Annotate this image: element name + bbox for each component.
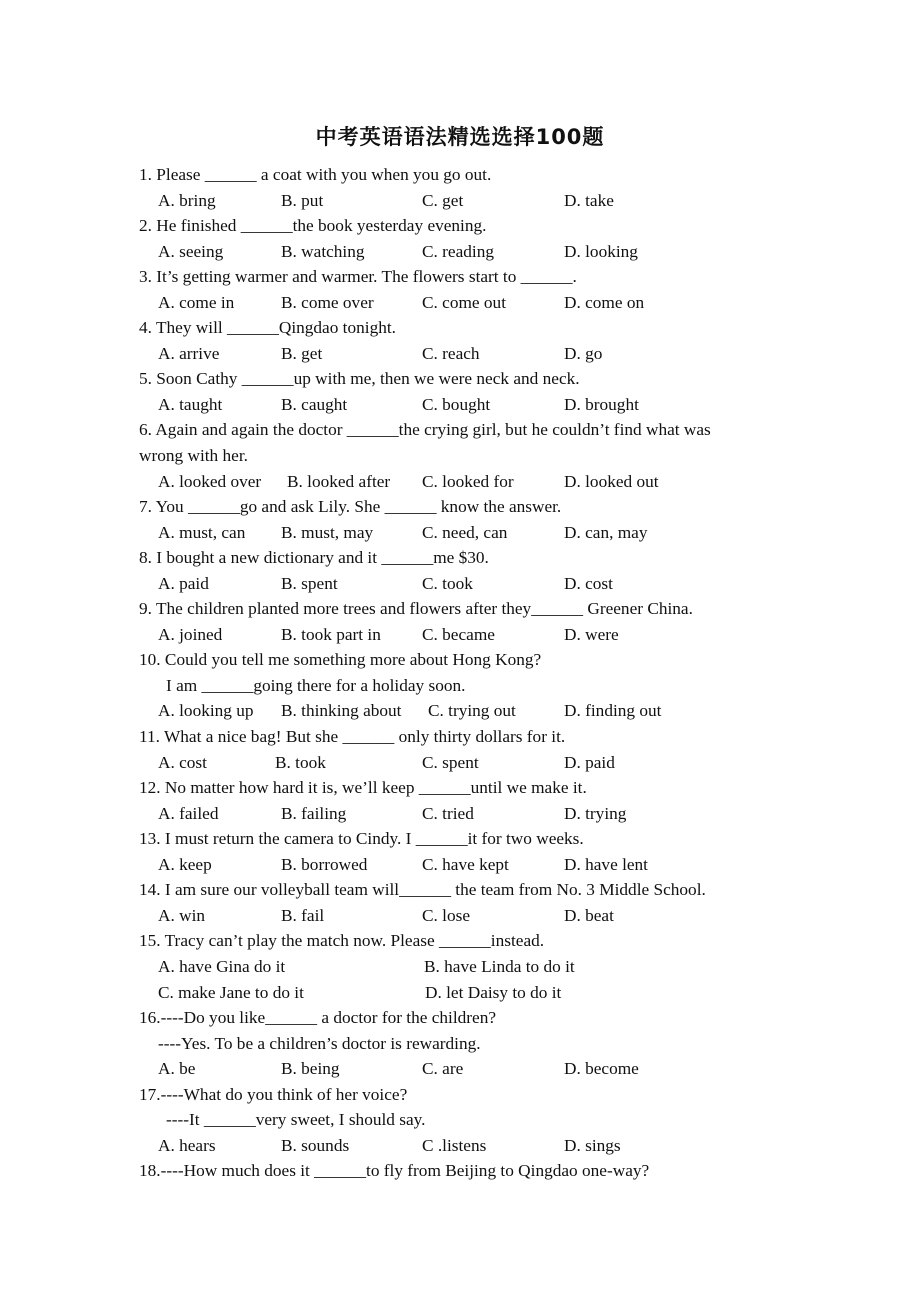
page-title: 中考英语语法精选选择100题 [315, 125, 605, 149]
option-b[interactable]: B. thinking about [281, 701, 402, 721]
option-c[interactable]: C. make Jane to do it [158, 982, 304, 1002]
question-stem: 9. The children planted more trees and flowers after they______ Greener China. [139, 599, 693, 619]
option-b[interactable]: B. have Linda to do it [424, 956, 575, 976]
option-c[interactable]: C. need, can [422, 522, 508, 542]
option-c[interactable]: C. lose [422, 905, 471, 925]
question-stem: 2. He finished ______the book yesterday evening. [139, 216, 487, 236]
option-a[interactable]: A. bring [158, 190, 216, 210]
option-c[interactable]: C. tried [422, 803, 474, 823]
option-c[interactable]: C. reading [422, 241, 494, 261]
question-stem: 13. I must return the camera to Cindy. I ______it for two weeks. [139, 829, 584, 849]
option-b[interactable]: B. took part in [281, 624, 381, 644]
option-a[interactable]: A. keep [158, 854, 212, 874]
question-stem-continued: wrong with her. [139, 446, 248, 466]
option-d[interactable]: D. paid [564, 752, 615, 772]
question-stem: 15. Tracy can’t play the match now. Please ______instead. [139, 931, 545, 951]
option-d[interactable]: D. trying [564, 803, 627, 823]
option-c[interactable]: C .listens [422, 1135, 487, 1155]
option-a[interactable]: A. paid [158, 573, 209, 593]
question-options [139, 980, 779, 1006]
question-options [139, 469, 779, 495]
option-a[interactable]: A. failed [158, 803, 219, 823]
option-a[interactable]: A. be [158, 1059, 196, 1079]
question-stem: 1. Please ______ a coat with you when you go out. [139, 165, 492, 184]
option-a[interactable]: A. joined [158, 624, 223, 644]
question-options [139, 954, 779, 980]
question-options [139, 392, 779, 418]
option-c[interactable]: C. reach [422, 343, 480, 363]
option-a[interactable]: A. seeing [158, 241, 224, 261]
option-d[interactable]: D. cost [564, 573, 613, 593]
option-b[interactable]: B. watching [281, 241, 365, 261]
option-d[interactable]: D. let Daisy to do it [425, 982, 562, 1002]
question-stem: 7. You ______go and ask Lily. She ______ know the answer. [139, 497, 562, 517]
option-a[interactable]: A. cost [158, 752, 207, 772]
question-stem: 10. Could you tell me something more about Hong Kong? [139, 650, 542, 670]
question-options [139, 290, 779, 316]
option-a[interactable]: A. taught [158, 394, 223, 414]
option-b[interactable]: B. get [281, 343, 323, 363]
option-b[interactable]: B. must, may [281, 522, 374, 542]
question-options [139, 188, 779, 214]
question-stem-continued: ----It ______very sweet, I should say. [166, 1110, 426, 1130]
option-c[interactable]: C. spent [422, 752, 479, 772]
question-stem: 4. They will ______Qingdao tonight. [139, 318, 396, 338]
option-d[interactable]: D. have lent [564, 854, 648, 874]
option-d[interactable]: D. come on [564, 292, 645, 312]
question-options [139, 571, 779, 597]
question-stem: 8. I bought a new dictionary and it ______me $30. [139, 548, 489, 568]
option-b[interactable]: B. failing [281, 803, 347, 823]
question-stem: 14. I am sure our volleyball team will______ the team from No. 3 Middle School. [139, 880, 706, 900]
question-options [139, 698, 779, 724]
question-options [139, 341, 779, 367]
question-options [139, 239, 779, 265]
option-c[interactable]: C. come out [422, 292, 506, 312]
question-options [139, 903, 779, 929]
option-a[interactable]: A. must, can [158, 522, 246, 542]
option-a[interactable]: A. win [158, 905, 206, 925]
option-d[interactable]: D. looking [564, 241, 638, 261]
question-stem: 16.----Do you like______ a doctor for the children? [139, 1008, 497, 1028]
option-a[interactable]: A. hears [158, 1135, 216, 1155]
option-b[interactable]: B. looked after [287, 471, 391, 491]
question-options [139, 520, 779, 546]
question-options [139, 1133, 779, 1159]
option-a[interactable]: A. looking up [158, 701, 254, 721]
option-c[interactable]: C. trying out [428, 701, 516, 721]
option-d[interactable]: D. finding out [564, 701, 662, 721]
option-c[interactable]: C. took [422, 573, 473, 593]
question-options [139, 852, 779, 878]
question-options [139, 1056, 779, 1082]
option-b[interactable]: B. put [281, 190, 324, 210]
option-c[interactable]: C. are [422, 1059, 464, 1079]
question-stem: 17.----What do you think of her voice? [139, 1084, 408, 1104]
question-list [139, 162, 779, 1184]
option-b[interactable]: B. sounds [281, 1135, 350, 1155]
question-stem: 11. What a nice bag! But she ______ only thirty dollars for it. [139, 727, 566, 747]
option-d[interactable]: D. take [564, 190, 614, 210]
option-b[interactable]: B. being [281, 1059, 340, 1079]
question-stem-continued: I am ______going there for a holiday soon. [166, 675, 466, 695]
option-c[interactable]: C. get [422, 190, 464, 210]
option-d[interactable]: D. beat [564, 905, 614, 925]
option-d[interactable]: D. were [564, 624, 619, 644]
question-stem: 3. It’s getting warmer and warmer. The flowers start to ______. [139, 267, 577, 287]
option-b[interactable]: B. come over [281, 292, 374, 312]
option-b[interactable]: B. borrowed [281, 854, 368, 874]
option-c[interactable]: C. became [422, 624, 495, 644]
option-a[interactable]: A. arrive [158, 343, 220, 363]
option-c[interactable]: C. looked for [422, 471, 514, 491]
option-d[interactable]: D. go [564, 343, 603, 363]
question-options [139, 622, 779, 648]
option-d[interactable]: D. brought [564, 394, 639, 414]
option-a[interactable]: A. come in [158, 292, 235, 312]
question-stem: 5. Soon Cathy ______up with me, then we were neck and neck. [139, 369, 580, 389]
option-b[interactable]: B. spent [281, 573, 338, 593]
option-d[interactable]: D. looked out [564, 471, 659, 491]
option-a[interactable]: A. have Gina do it [158, 956, 286, 976]
option-d[interactable]: D. can, may [564, 522, 648, 542]
option-d[interactable]: D. sings [564, 1135, 621, 1155]
question-options [139, 801, 779, 827]
option-b[interactable]: B. took [275, 752, 326, 772]
option-b[interactable]: B. caught [281, 394, 348, 414]
option-c[interactable]: C. have kept [422, 854, 509, 874]
option-b[interactable]: B. fail [281, 905, 325, 925]
question-stem: 18.----How much does it ______to fly from Beijing to Qingdao one-way? [139, 1161, 650, 1181]
question-options [139, 750, 779, 776]
option-c[interactable]: C. bought [422, 394, 491, 414]
question-stem: 12. No matter how hard it is, we’ll keep ______until we make it. [139, 778, 587, 798]
option-d[interactable]: D. become [564, 1059, 639, 1079]
option-a[interactable]: A. looked over [158, 471, 262, 491]
question-stem-continued: ----Yes. To be a children’s doctor is rewarding. [158, 1033, 481, 1053]
question-stem: 6. Again and again the doctor ______the crying girl, but he couldn’t find what was [139, 420, 711, 440]
